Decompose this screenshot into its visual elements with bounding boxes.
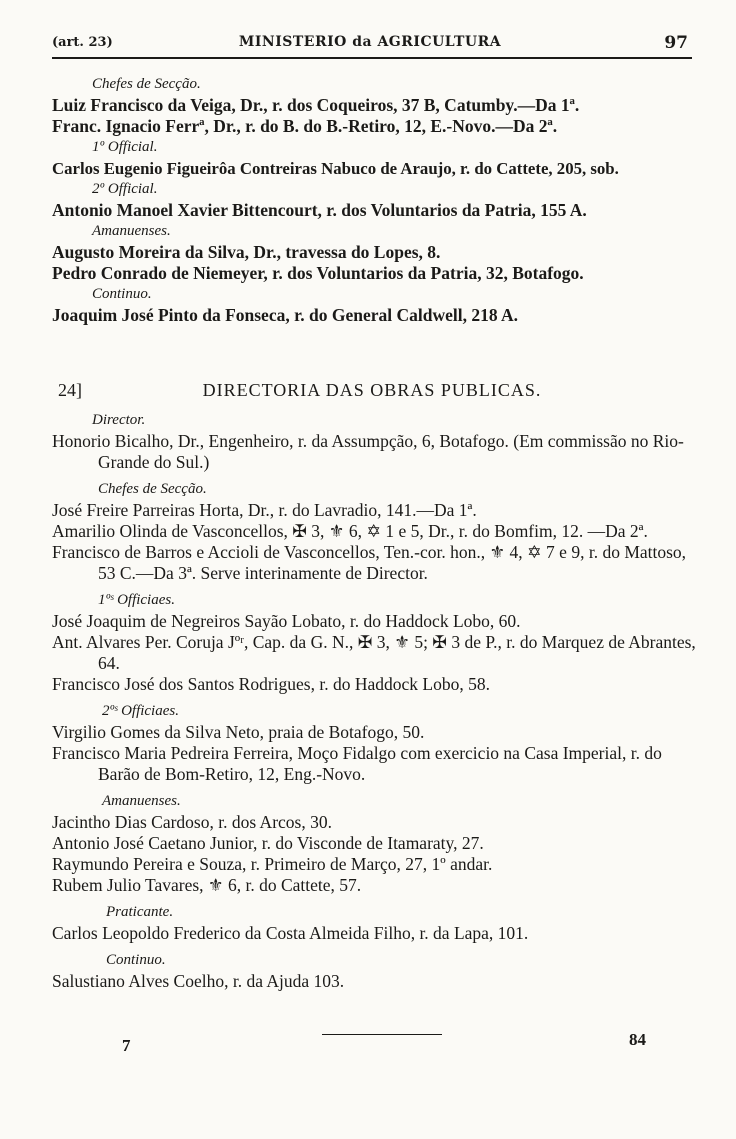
entry: Antonio Manoel Xavier Bittencourt, r. dos Voluntarios da Patria, 155 A. [52,200,587,220]
entry: Franc. Ignacio Ferrª, Dr., r. do B. do B.-Retiro, 12, E.-Novo.—Da 2ª. [52,116,558,136]
entry: Joaquim José Pinto da Fonseca, r. do General Caldwell, 218 A. [52,305,519,325]
entry: Carlos Eugenio Figueirôa Contreiras Nabuco de Araujo, r. do Cattete, 205, sob. [52,159,619,178]
subheading: 2ºˢ Officiaes. [102,703,179,719]
entry: Francisco Maria Pedreira Ferreira, Moço Fidalgo com exercicio na Casa Imperial, r. do Barão de Bom-Retiro, 12, Eng.-Novo. [52,743,662,784]
subheading: Chefes de Secção. [98,481,207,497]
section-2 [52,410,696,992]
entry: Francisco de Barros e Accioli de Vasconcellos, Ten.-cor. hon., ⚜ 4, ✡ 7 e 9, r. do Mattoso, 53 C.—Da 3ª. Serve interinamente de Director. [52,542,687,583]
subheading: Amanuenses. [92,223,171,239]
entry: Amarilio Olinda de Vasconcellos, ✠ 3, ⚜ 6, ✡ 1 e 5, Dr., r. do Bomfim, 12. —Da 2ª. [52,521,648,541]
entry: Augusto Moreira da Silva, Dr., travessa do Lopes, 8. [52,242,441,262]
subheading: 1ºˢ Officiaes. [98,592,175,608]
entry: Rubem Julio Tavares, ⚜ 6, r. do Cattete, 57. [52,875,362,895]
entry: Antonio José Caetano Junior, r. do Visconde de Itamaraty, 27. [52,833,484,853]
entry: Pedro Conrado de Niemeyer, r. dos Voluntarios da Patria, 32, Botafogo. [52,263,584,283]
article-ref: (art. 23) [52,35,113,50]
subheading: Continuo. [106,952,166,968]
entry: Salustiano Alves Coelho, r. da Ajuda 103. [52,971,345,991]
entry: Luiz Francisco da Veiga, Dr., r. dos Coqueiros, 37 B, Catumby.—Da 1ª. [52,95,580,115]
subheading: Praticante. [106,904,174,920]
subheading: 2º Official. [92,181,158,197]
subheading: Amanuenses. [102,793,181,809]
subheading: Chefes de Secção. [92,76,201,92]
entry: Ant. Alvares Per. Coruja Jºʳ, Cap. da G. N., ✠ 3, ⚜ 5; ✠ 3 de P., r. do Marquez de Abrantes, 64. [52,632,696,673]
running-title: MINISTERIO da AGRICULTURA [238,34,502,50]
page-header [52,33,688,55]
entry: Virgilio Gomes da Silva Neto, praia de Botafogo, 50. [52,722,425,742]
page-number: 97 [664,33,688,53]
section-1 [52,74,696,326]
entry: Honorio Bicalho, Dr., Engenheiro, r. da Assumpção, 6, Botafogo. (Em commissão no Rio-Grande do Sul.) [52,431,684,472]
section-heading [52,380,692,404]
subheading: 1º Official. [92,139,158,155]
subheading: Director. [92,412,146,428]
entry: Raymundo Pereira e Souza, r. Primeiro de Março, 27, 1º andar. [52,854,493,874]
entry: José Freire Parreiras Horta, Dr., r. do Lavradio, 141.—Da 1ª. [52,500,477,520]
entry: Francisco José dos Santos Rodrigues, r. do Haddock Lobo, 58. [52,674,490,694]
header-rule [52,57,692,59]
entry: Jacintho Dias Cardoso, r. dos Arcos, 30. [52,812,332,832]
signature-mark: 7 [122,1036,131,1055]
section-number: 24] [58,380,82,400]
page-footer [52,1030,692,1054]
section-title: DIRECTORIA DAS OBRAS PUBLICAS. [202,380,542,400]
entry: Carlos Leopoldo Frederico da Costa Almeida Filho, r. da Lapa, 101. [52,923,529,943]
subheading: Continuo. [92,286,152,302]
entry: José Joaquim de Negreiros Sayão Lobato, r. do Haddock Lobo, 60. [52,611,521,631]
footer-number: 84 [629,1030,646,1049]
footer-rule [322,1034,442,1035]
